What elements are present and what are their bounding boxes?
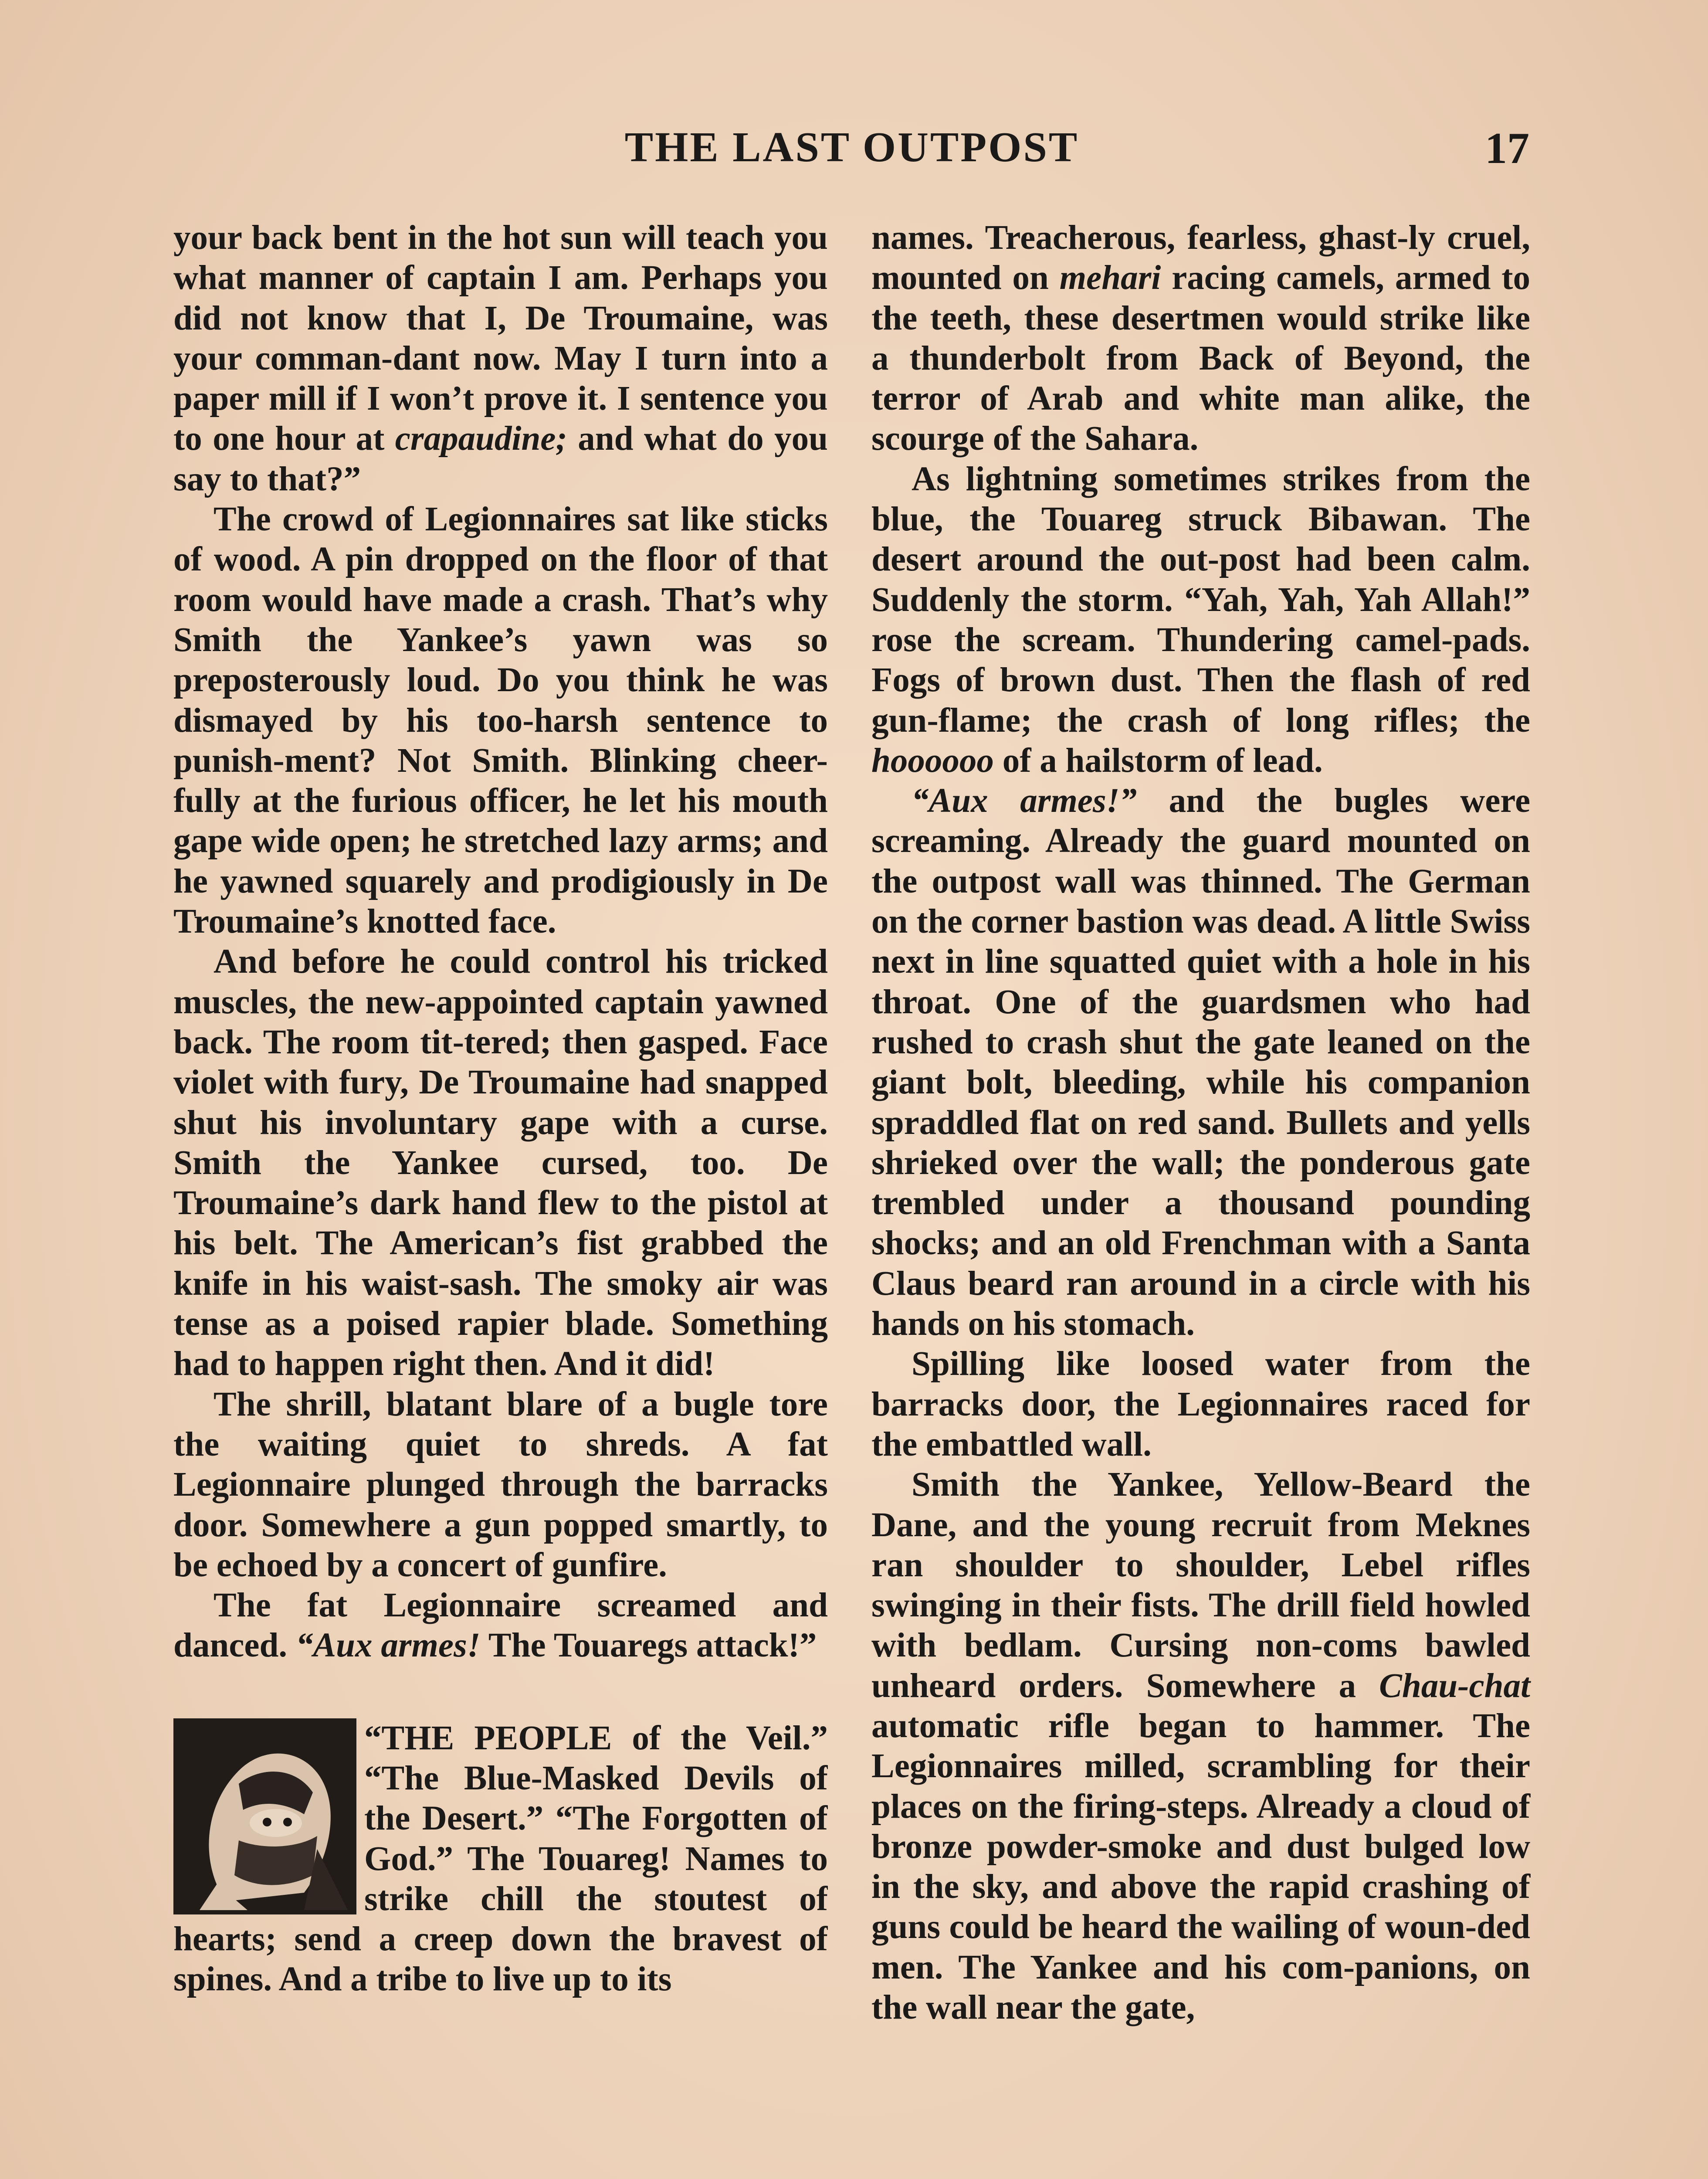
page-number: 17	[1485, 124, 1529, 173]
right-column	[871, 218, 1530, 2028]
paragraph: your back bent in the hot sun will teach you what manner of captain I am. Perhaps you did not know that I, De Troumaine, was your comman-dant now. May I turn into a paper mill if I won’t prove it. I sentence you to one hour at crapaudine; and what do you say to that?”	[173, 219, 828, 498]
paragraph: “THE PEOPLE of the Veil.” “The Blue-Masked Devils of the Desert.” “The Forgotten of God.” The Touareg! Names to strike chill the stoutest of hearts; send a creep down the bravest of spines. And a tribe to live up to its	[173, 1719, 828, 1999]
paragraph: “Aux armes!” and the bugles were screaming. Already the guard mounted on the outpost wall was thinned. The German on the corner bastion was dead. A little Swiss next in line squatted quiet with a hole in his throat. One of the guardsmen who had rushed to crash shut the gate leaned on the giant bolt, bleeding, while his companion spraddled flat on red sand. Bullets and yells shrieked over the wall; the ponderous gate trembled under a thousand pounding shocks; and an old Frenchman with a Santa Claus beard ran around in a circle with his hands on his stomach.	[871, 782, 1531, 1343]
paragraph: As lightning sometimes strikes from the blue, the Touareg struck Bibawan. The desert around the out-post had been calm. Suddenly the storm. “Yah, Yah, Yah Allah!” rose the scream. Thundering camel-pads. Fogs of brown dust. Then the flash of red gun-flame; the crash of long rifles; the hoooooo of a hailstorm of lead.	[871, 460, 1530, 780]
paragraph: The fat Legionnaire screamed and danced. “Aux armes! The Touaregs attack!”	[173, 1586, 828, 1665]
left-column	[173, 218, 828, 2000]
paragraph: Smith the Yankee, Yellow-Beard the Dane, and the young recruit from Meknes ran shoulder to shoulder, Lebel rifles swinging in their fists. The drill field howled with bedlam. Cursing non-coms bawled unheard orders. Somewhere a Chau-chat automatic rifle began to hammer. The Legionnaires milled, scrambling for their places on the firing-steps. Already a cloud of bronze powder-smoke and dust bulged low in the sky, and above the rapid crashing of guns could be heard the wailing of woun-ded men. The Yankee and his com-panions, on the wall near the gate,	[871, 1466, 1530, 2027]
section-opening	[173, 1718, 828, 2000]
running-title: THE LAST OUTPOST	[624, 124, 1079, 171]
veiled-touareg-illustration-icon	[173, 1718, 356, 1914]
paragraph: The shrill, blatant blare of a bugle tore the waiting quiet to shreds. A fat Legionnaire plunged through the barracks door. Somewhere a gun popped smartly, to be echoed by a concert of gunfire.	[173, 1385, 828, 1584]
paragraph: names. Treacherous, fearless, ghast-ly cruel, mounted on mehari racing camels, armed to the teeth, these desertmen would strike like a thunderbolt from Back of Beyond, the terror of Arab and white man alike, the scourge of the Sahara.	[871, 219, 1530, 458]
paragraph: The crowd of Legionnaires sat like sticks of wood. A pin dropped on the floor of that room would have made a crash. That’s why Smith the Yankee’s yawn was so preposterously loud. Do you think he was dismayed by his too-harsh sentence to punish-ment? Not Smith. Blinking cheer-fully at the furious officer, he let his mouth gape wide open; he stretched lazy arms; and he yawned squarely and prodigiously in De Troumaine’s knotted face.	[173, 500, 828, 941]
paragraph: Spilling like loosed water from the barracks door, the Legionnaires raced for the embattled wall.	[871, 1345, 1530, 1463]
page-header	[174, 123, 1529, 184]
paragraph: And before he could control his tricked muscles, the new-appointed captain yawned back. The room tit-tered; then gasped. Face violet with fury, De Troumaine had snapped shut his involuntary gape with a curse. Smith the Yankee cursed, too. De Troumaine’s dark hand flew to the pistol at his belt. The American’s fist grabbed the knife in his waist-sash. The smoky air was tense as a poised rapier blade. Something had to happen right then. And it did!	[173, 943, 828, 1383]
